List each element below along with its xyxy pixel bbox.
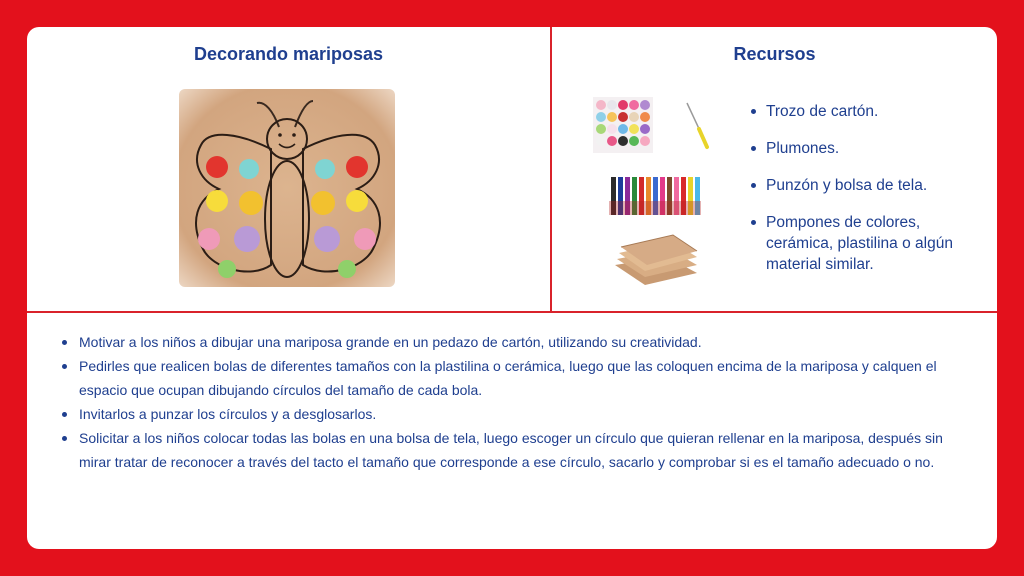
horizontal-divider xyxy=(27,311,997,313)
resource-images xyxy=(587,93,727,293)
resource-item: Pompones de colores, cerámica, plastilina o algún material similar. xyxy=(751,212,991,275)
pompoms-awl-icon xyxy=(593,97,721,155)
butterfly-craft-image xyxy=(179,89,395,287)
step-item: Invitarlos a punzar los círculos y a desglosarlos. xyxy=(60,402,970,426)
step-item: Pedirles que realicen bolas de diferentes tamaños con la plastilina o cerámica, luego que las coloquen encima de la mariposa y calquen el espacio que ocupan dibujando círculos del tamaño de cada bola. xyxy=(60,354,970,402)
cardboard-pieces-icon xyxy=(611,229,701,291)
markers-icon xyxy=(609,173,701,217)
resource-item: Punzón y bolsa de tela. xyxy=(751,175,991,196)
resource-item: Trozo de cartón. xyxy=(751,101,991,122)
step-item: Solicitar a los niños colocar todas las bolas en una bolsa de tela, luego escoger un círculo que quieran rellenar en la mariposa, después sin mirar tratar de reconocer a través del tacto el tamaño que corresponde a ese círculo, sacarlo y comprobar si es el tamaño adecuado o no. xyxy=(60,426,970,474)
activity-steps xyxy=(60,330,970,474)
resources-title: Recursos xyxy=(733,44,816,64)
resources-list xyxy=(751,101,991,291)
content-card xyxy=(27,27,997,549)
resource-item: Plumones. xyxy=(751,138,991,159)
vertical-divider xyxy=(550,27,552,312)
step-item: Motivar a los niños a dibujar una mariposa grande en un pedazo de cartón, utilizando su creatividad. xyxy=(60,330,970,354)
activity-title: Decorando mariposas xyxy=(193,44,384,64)
